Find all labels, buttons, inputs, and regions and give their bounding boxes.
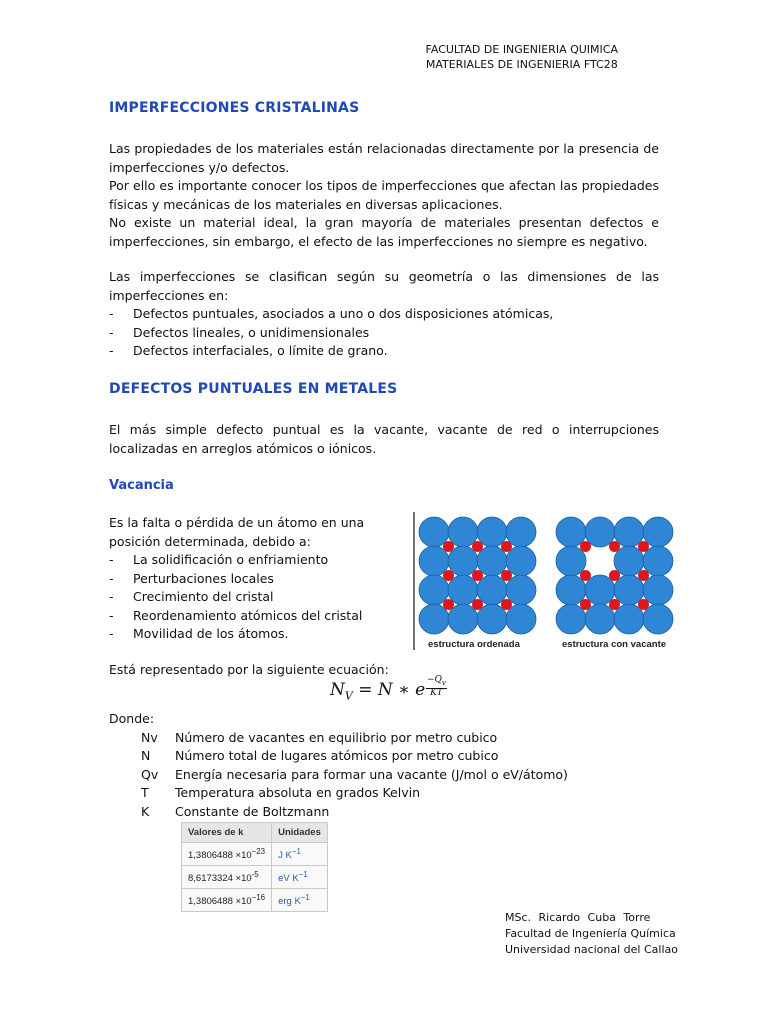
section-title-defectos: DEFECTOS PUNTUALES EN METALES — [109, 381, 398, 397]
interstitial-atom — [638, 541, 649, 552]
atom — [448, 575, 478, 605]
author-university: Universidad nacional del Callao — [505, 943, 678, 956]
atom — [419, 517, 449, 547]
def-desc: Constante de Boltzmann — [175, 803, 330, 819]
interstitial-atom — [443, 541, 454, 552]
k-unit-exponent: −1 — [291, 847, 301, 856]
paragraph: Por ello es importante conocer los tipos de imperfecciones que afectan las propiedades físicas y mecánicas de los materiales en diversas aplicaciones. — [109, 178, 659, 212]
subsection-title-vacancia: Vacancia — [109, 478, 174, 493]
paragraph: El más simple defecto puntual es la vacante, vacante de red o interrupciones localizadas en arreglos atómicos o iónicos. — [109, 422, 659, 456]
interstitial-atom — [609, 541, 620, 552]
atom — [477, 575, 507, 605]
atom — [585, 604, 615, 634]
def-desc: Número total de lugares atómicos por metro cubico — [175, 748, 499, 763]
section1-body — [109, 140, 659, 251]
header-course: MATERIALES DE INGENIERIA FTC28 — [425, 58, 618, 71]
def-symbol: Nv — [141, 729, 158, 745]
author-signature — [505, 910, 678, 958]
def-symbol: Qv — [141, 766, 159, 782]
atom — [448, 604, 478, 634]
k-unit-exponent: −1 — [300, 893, 310, 903]
atom — [448, 546, 478, 576]
eq-exponent — [426, 676, 447, 698]
k-unit-cell — [272, 843, 328, 866]
eq-lhs: N — [330, 680, 345, 700]
k-exponent: −16 — [251, 893, 266, 903]
k-exponent: −23 — [251, 847, 266, 856]
list-item: - Defectos interfaciales, o límite de grano. — [109, 342, 659, 361]
definitions-label: Donde: — [109, 711, 155, 726]
definition-row — [109, 803, 568, 822]
section2-body — [109, 421, 659, 458]
page-header — [426, 42, 618, 72]
atom — [585, 575, 615, 605]
interstitial-atom — [501, 599, 512, 610]
interstitial-atom — [580, 541, 591, 552]
table-row — [182, 843, 328, 866]
paragraph: Las propiedades de los materiales están relacionadas directamente por la presencia de imperfecciones y/o defectos. — [109, 141, 659, 175]
atom — [448, 517, 478, 547]
eq-lhs-sub: V — [344, 689, 353, 703]
k-exponent: -5 — [251, 870, 259, 880]
atom — [585, 517, 615, 547]
k-unit-cell — [272, 889, 328, 912]
k-unit: J K — [278, 850, 292, 862]
atom — [419, 575, 449, 605]
atom — [506, 575, 536, 605]
interstitial-atom — [472, 541, 483, 552]
col-header-values: Valores de k — [182, 823, 272, 843]
atom — [614, 546, 644, 576]
k-unit-cell — [272, 866, 328, 889]
table-header-row — [182, 823, 328, 843]
defect-type-list — [109, 305, 659, 361]
definition-row — [109, 766, 568, 785]
k-mantissa: 1,3806488 ×10 — [188, 850, 252, 862]
interstitial-atom — [609, 599, 620, 610]
vacancy-figure — [410, 510, 680, 655]
eq-rhs: = N ∗ e — [358, 680, 426, 700]
list-item: - Defectos puntuales, asociados a uno o dos disposiciones atómicas, — [109, 305, 659, 324]
ordered-structure — [419, 517, 536, 634]
atom — [643, 517, 673, 547]
table-row — [182, 866, 328, 889]
col-header-units: Unidades — [272, 823, 328, 843]
atom — [643, 575, 673, 605]
list-item: - Defectos lineales, o unidimensionales — [109, 324, 659, 343]
classification-block — [109, 268, 659, 361]
list-item: - La solidificación o enfriamiento — [109, 551, 404, 570]
vacancy-figure-svg — [410, 510, 680, 655]
atom — [556, 604, 586, 634]
table-row — [182, 889, 328, 912]
atom — [477, 546, 507, 576]
eq-exp-denominator: KT — [430, 687, 443, 698]
interstitial-atom — [501, 570, 512, 581]
definition-row — [109, 784, 568, 803]
k-unit: eV K — [278, 873, 299, 885]
list-item: - Perturbaciones locales — [109, 570, 404, 589]
atom — [477, 604, 507, 634]
definition-row — [109, 747, 568, 766]
k-unit: erg K — [278, 896, 301, 908]
vacancia-body — [109, 514, 404, 644]
vacancy-equation — [330, 675, 446, 703]
atom — [477, 517, 507, 547]
atom — [556, 517, 586, 547]
interstitial-atom — [443, 570, 454, 581]
k-mantissa: 8,6173324 ×10 — [188, 873, 252, 885]
interstitial-atom — [472, 570, 483, 581]
interstitial-atom — [609, 570, 620, 581]
atom — [556, 575, 586, 605]
equation-intro: Está representado por la siguiente ecuación: — [109, 662, 389, 677]
cause-list — [109, 551, 404, 644]
list-item: - Movilidad de los átomos. — [109, 625, 404, 644]
boltzmann-table — [181, 822, 328, 912]
k-value-cell — [182, 889, 272, 912]
author-name: MSc. Ricardo Cuba Torre — [505, 911, 651, 924]
def-desc: Energía necesaria para formar una vacante (J/mol o eV/átomo) — [175, 766, 568, 782]
interstitial-atom — [580, 570, 591, 581]
interstitial-atom — [472, 599, 483, 610]
vacancy-structure — [556, 517, 673, 634]
paragraph: No existe un material ideal, la gran mayoría de materiales presentan defectos e imperfecciones, sin embargo, el efecto de las imperfecciones no siempre es negativo. — [109, 215, 659, 249]
label-vacancy: estructura con vacante — [562, 639, 667, 650]
k-value-cell — [182, 866, 272, 889]
eq-exp-num-text: −Q — [427, 675, 442, 685]
atom — [643, 546, 673, 576]
k-mantissa: 1,3806488 ×10 — [188, 896, 252, 908]
def-desc: Número de vacantes en equilibrio por metro cubico — [175, 729, 498, 745]
paragraph: Es la falta o pérdida de un átomo en una posición determinada, debido a: — [109, 515, 365, 549]
atom — [419, 546, 449, 576]
def-symbol: T — [141, 785, 149, 800]
atom — [506, 517, 536, 547]
interstitial-atom — [580, 599, 591, 610]
definitions — [109, 710, 568, 821]
interstitial-atom — [638, 599, 649, 610]
k-unit-exponent: −1 — [298, 870, 308, 880]
atom — [419, 604, 449, 634]
header-faculty: FACULTAD DE INGENIERIA QUIMICA — [425, 43, 618, 56]
list-item: - Crecimiento del cristal — [109, 588, 404, 607]
interstitial-atom — [443, 599, 454, 610]
atom — [643, 604, 673, 634]
list-item: - Reordenamiento atómicos del cristal — [109, 607, 404, 626]
eq-exp-numerator — [426, 676, 447, 689]
def-symbol: K — [141, 803, 150, 819]
author-faculty: Facultad de Ingeniería Química — [505, 927, 676, 940]
def-desc: Temperatura absoluta en grados Kelvin — [175, 785, 421, 800]
atom — [614, 604, 644, 634]
section-title-imperfecciones: IMPERFECCIONES CRISTALINAS — [109, 100, 360, 116]
atom — [506, 604, 536, 634]
interstitial-atom — [638, 570, 649, 581]
interstitial-atom — [501, 541, 512, 552]
paragraph: Las imperfecciones se clasifican según su geometría o las dimensiones de las imperfecciones en: — [109, 269, 659, 303]
atom — [614, 575, 644, 605]
atom — [614, 517, 644, 547]
definition-row — [109, 729, 568, 748]
label-ordered: estructura ordenada — [428, 639, 520, 650]
eq-exp-num-sub: v — [441, 678, 446, 687]
atom — [506, 546, 536, 576]
k-value-cell — [182, 843, 272, 866]
def-symbol: N — [141, 748, 151, 763]
atom — [556, 546, 586, 576]
